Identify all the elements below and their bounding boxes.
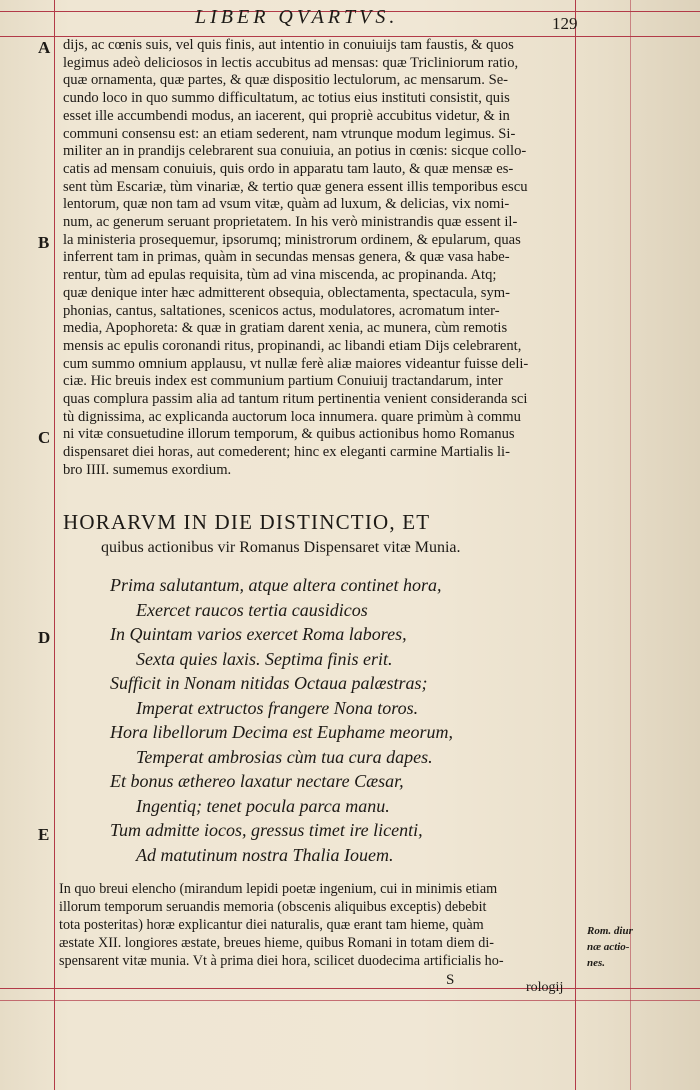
- verse-line: In Quintam varios exercet Roma labores,: [110, 624, 407, 644]
- body-line: sent tùm Escariæ, tùm vinariæ, & tertio quæ genera essent illis temporibus escu: [63, 178, 528, 195]
- closing-line: spensarent vitæ munia. Vt à prima diei hora, scilicet duodecima artificialis ho-: [59, 953, 504, 969]
- heading-main: HORARVM IN DIE DISTINCTIO, ET: [63, 510, 431, 534]
- body-line: esset ille accumbendi modus, an iacerent, qui propriè accubitus videtur, & in: [63, 107, 510, 124]
- body-line: bro IIII. sumemus exordium.: [63, 461, 232, 478]
- closing-line: æstate XII. longiores æstate, breues hieme, quibus Romani in totam diem di-: [59, 935, 495, 951]
- body-line: num, ac generum seruant proprietatem. In his verò ministrandis quæ essent il-: [63, 214, 518, 231]
- margin-letter-b: B: [38, 233, 50, 252]
- body-line: tù dignissima, ac explicanda auctorum loca innumera. quare primùm à commu: [63, 408, 521, 425]
- verse-line: Sufficit in Nonam nitidas Octaua palæstras;: [110, 673, 428, 693]
- page-number: 129: [552, 14, 578, 33]
- margin-letter-a: A: [38, 38, 51, 57]
- verse-block: [110, 573, 453, 867]
- body-line: mensis ac epulis coronandi ritus, propinandi, ac libandi etiam Dijs celebrarent,: [63, 337, 522, 354]
- verse-line: Sexta quies laxis. Septima finis erit.: [136, 648, 393, 669]
- marginal-note-line: Rom. diur: [587, 925, 633, 937]
- marginal-note: [587, 923, 633, 971]
- section-heading: [63, 510, 583, 557]
- signature-mark: S: [446, 972, 455, 988]
- verse-line: Exercet raucos tertia causidicos: [136, 599, 368, 620]
- verse-line: Ingentiq; tenet pocula parca manu.: [136, 795, 390, 816]
- closing-line: tota posteritas) horæ explicantur diei naturalis, quæ erant tam hieme, quàm: [59, 917, 484, 933]
- body-line: dispensaret diei horas, aut comederent; hinc ex eleganti carmine Martialis li-: [63, 444, 510, 461]
- bottom-rule-secondary: [0, 1000, 700, 1001]
- body-line: quæ ornamenta, quæ partes, & quæ dispositio lectulorum, ac mensarum. Se-: [63, 72, 509, 89]
- catchword: rologij: [526, 980, 564, 995]
- body-line: rentur, tùm ad epulas requisita, tùm ad vina miscenda, ac propinanda. Atq;: [63, 267, 497, 284]
- body-text: [63, 37, 583, 480]
- body-line: cundo loco in quo summo difficultatum, ac totius eius instituti consistit, quis: [63, 90, 510, 107]
- margin-letter-e: E: [38, 825, 50, 844]
- marginal-note-line: nes.: [587, 957, 606, 969]
- body-line: inferrent tam in primas, quàm in secundas mensas genera, & quæ vasa habe-: [63, 249, 510, 266]
- closing-paragraph: [59, 880, 574, 970]
- verse-line: Et bonus æthereo laxatur nectare Cæsar,: [110, 771, 404, 791]
- marginal-note-line: næ actio-: [587, 941, 630, 953]
- verse-line: Imperat extructos frangere Nona toros.: [136, 697, 419, 718]
- closing-line: illorum temporum seruandis memoria (obscenis aliquibus exceptis) debebit: [59, 899, 487, 915]
- body-line: phonias, cantus, saltationes, scenicos actus, modulatores, acromatum inter-: [63, 302, 500, 319]
- body-line: legimus adeò deliciosos in lectis accubitus ad mensas: quæ Tricliniorum ratio,: [63, 54, 519, 71]
- verse-line: Tum admitte iocos, gressus timet ire licenti,: [110, 820, 423, 840]
- heading-sub: quibus actionibus vir Romanus Dispensaret vitæ Munia.: [101, 539, 461, 556]
- margin-letter-d: D: [38, 628, 51, 647]
- body-line: lentorum, quæ non tam ad vsum vitæ, quàm ad luxum, & delicias, vix nomi-: [63, 196, 510, 213]
- body-line: quas complura passim alia ad tantum ritum pertinentia venient consideranda sci: [63, 391, 528, 408]
- body-line: militer an in prandijs celebrarent sua conuiuia, an potius in cœnis: sicque collo-: [63, 143, 527, 160]
- verse-line: Ad matutinum nostra Thalia Iouem.: [136, 844, 394, 865]
- running-head: LIBER QVARTVS.: [195, 6, 399, 28]
- closing-line: In quo breui elencho (mirandum lepidi poetæ ingenium, cui in minimis etiam: [59, 881, 498, 897]
- body-line: media, Apophoreta: & quæ in gratiam darent xenia, ac munera, cùm remotis: [63, 320, 508, 337]
- body-line: quæ denique inter hæc admitterent obsequia, oblectamenta, spectacula, sym-: [63, 284, 510, 301]
- body-line: ni vitæ consuetudine illorum temporum, & quibus actionibus homo Romanus: [63, 426, 515, 443]
- margin-letter-c: C: [38, 428, 51, 447]
- body-line: catis ad mensam conuiuis, quis ordo in apparatu tam lauto, & quæ mensæ es-: [63, 160, 514, 177]
- verse-line: Temperat ambrosias cùm tua cura dapes.: [136, 746, 433, 767]
- verse-line: Hora libellorum Decima est Euphame meorum,: [110, 722, 453, 742]
- verse-line: Prima salutantum, atque altera continet hora,: [110, 575, 442, 595]
- body-line: la ministeria prosequemur, ipsorumq; ministrorum ordinem, & epularum, quas: [63, 231, 521, 248]
- body-line: cum summo omnium applausu, vt nullæ ferè aliæ maiores videantur fuisse deli-: [63, 355, 529, 372]
- bottom-rule: [0, 988, 700, 989]
- body-line: dijs, ac cœnis suis, vel quis finis, aut intentio in conuiuijs tam faustis, & quos: [63, 37, 514, 53]
- body-line: ciæ. Hic breuis index est communium partium Conuiuij tractandarum, inter: [63, 373, 503, 390]
- body-line: communi consensu est: an etiam sederent, nam vtrunque modum legimus. Si-: [63, 125, 516, 142]
- left-margin-rule: [54, 0, 55, 1090]
